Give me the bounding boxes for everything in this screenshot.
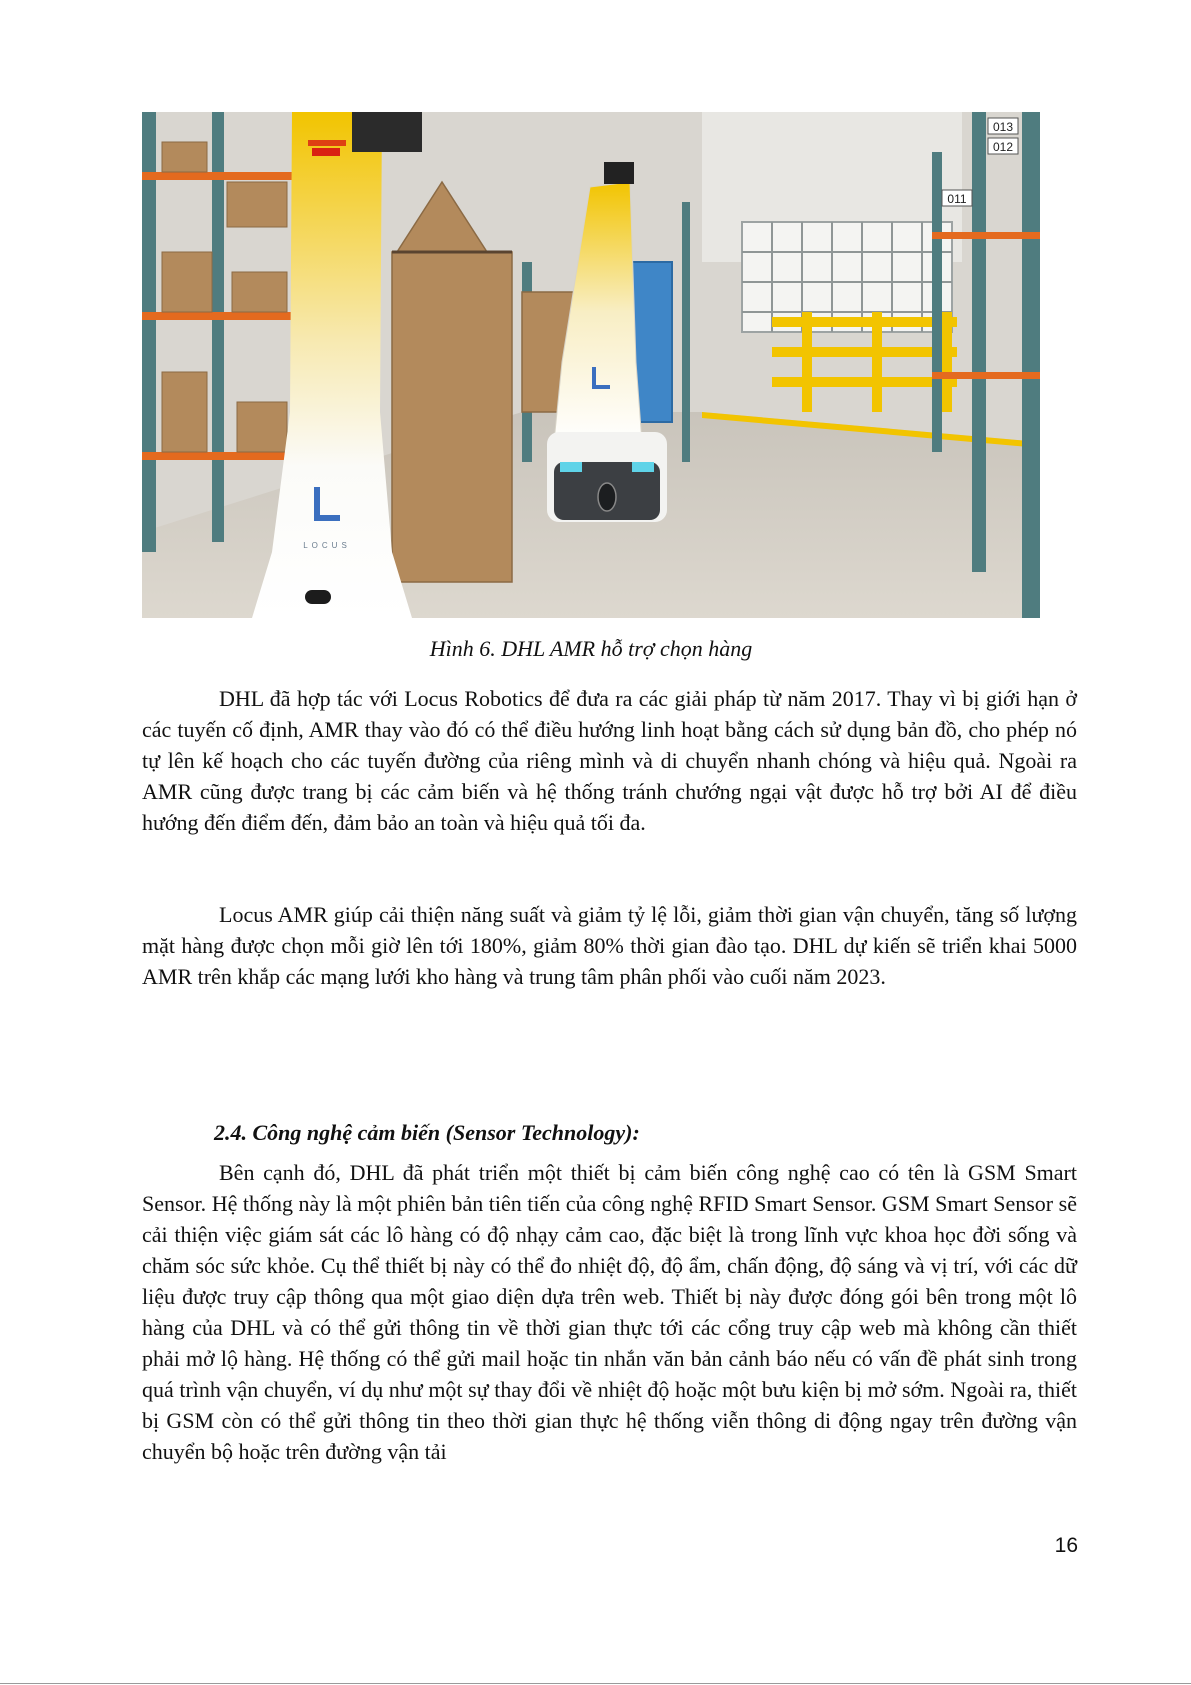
section-heading-sensor-technology: 2.4. Công nghệ cảm biến (Sensor Technology): bbox=[214, 1120, 640, 1145]
rack-label-011: 011 bbox=[947, 192, 967, 206]
paragraph-gsm-smart-sensor: Bên cạnh đó, DHL đã phát triển một thiết bị cảm biến công nghệ cao có tên là GSM Smart Sensor. Hệ thống này là một phiên bản tiên tiến của công nghệ RFID Smart Sensor. GSM Smart Sensor sẽ cải thiện việc giám sát các lô hàng có độ nhạy cảm cao, đặc biệt là trong lĩnh vực khoa học đời sống và chăm sóc sức khỏe. Cụ thể thiết bị này có thể đo nhiệt độ, độ ẩm, chấn động, độ sáng và vị trí, với các dữ liệu được truy cập thông qua một giao diện dựa trên web. Thiết bị này được đóng gói bên trong một lô hàng của DHL và có thể gửi thông tin về thời gian thực tới các cổng truy cập web mà không cần thiết phải mở lộ hàng. Hệ thống có thể gửi mail hoặc tin nhắn văn bản cảnh báo nếu có vấn đề phát sinh trong quá trình vận chuyển, ví dụ như một sự thay đổi về nhiệt độ hoặc một bưu kiện bị mở sớm. Ngoài ra, thiết bị GSM còn có thể gửi thông tin theo thời gian thực hệ thống viễn thông di động ngay trên đường vận chuyển bộ hoặc trên đường vận tải bbox=[142, 1160, 1077, 1464]
figure-caption: Hình 6. DHL AMR hỗ trợ chọn hàng bbox=[429, 636, 753, 661]
page-bottom-rule bbox=[0, 1683, 1191, 1684]
warehouse-robot-photo bbox=[142, 112, 1040, 618]
robot-locus-text: LOCUS bbox=[303, 541, 351, 550]
figure-photo bbox=[142, 112, 1040, 618]
paragraph-locus-partnership: DHL đã hợp tác với Locus Robotics để đưa ra các giải pháp từ năm 2017. Thay vì bị giới hạn ở các tuyến cố định, AMR thay vào đó có thể điều hướng linh hoạt bằng cách sử dụng bản đồ, cho phép nó tự lên kế hoạch cho các tuyến đường của riêng mình và di chuyển nhanh chóng và hiệu quả. Ngoài ra AMR cũng được trang bị các cảm biến và hệ thống tránh chướng ngại vật được hỗ trợ bởi AI để điều hướng đến điểm đến, đảm bảo an toàn và hiệu quả tối đa. bbox=[142, 686, 1077, 835]
page-number: 16 bbox=[1054, 1534, 1078, 1557]
rack-label-012: 012 bbox=[992, 140, 1014, 154]
paragraph-locus-results: Locus AMR giúp cải thiện năng suất và giảm tỷ lệ lỗi, giảm thời gian vận chuyển, tăng số lượng mặt hàng được chọn mỗi giờ lên tới 180%, giảm 80% thời gian đào tạo. DHL dự kiến sẽ triển khai 5000 AMR trên khắp các mạng lưới kho hàng và trung tâm phân phối vào cuối năm 2023. bbox=[142, 902, 1077, 989]
rack-label-013: 013 bbox=[992, 120, 1014, 134]
